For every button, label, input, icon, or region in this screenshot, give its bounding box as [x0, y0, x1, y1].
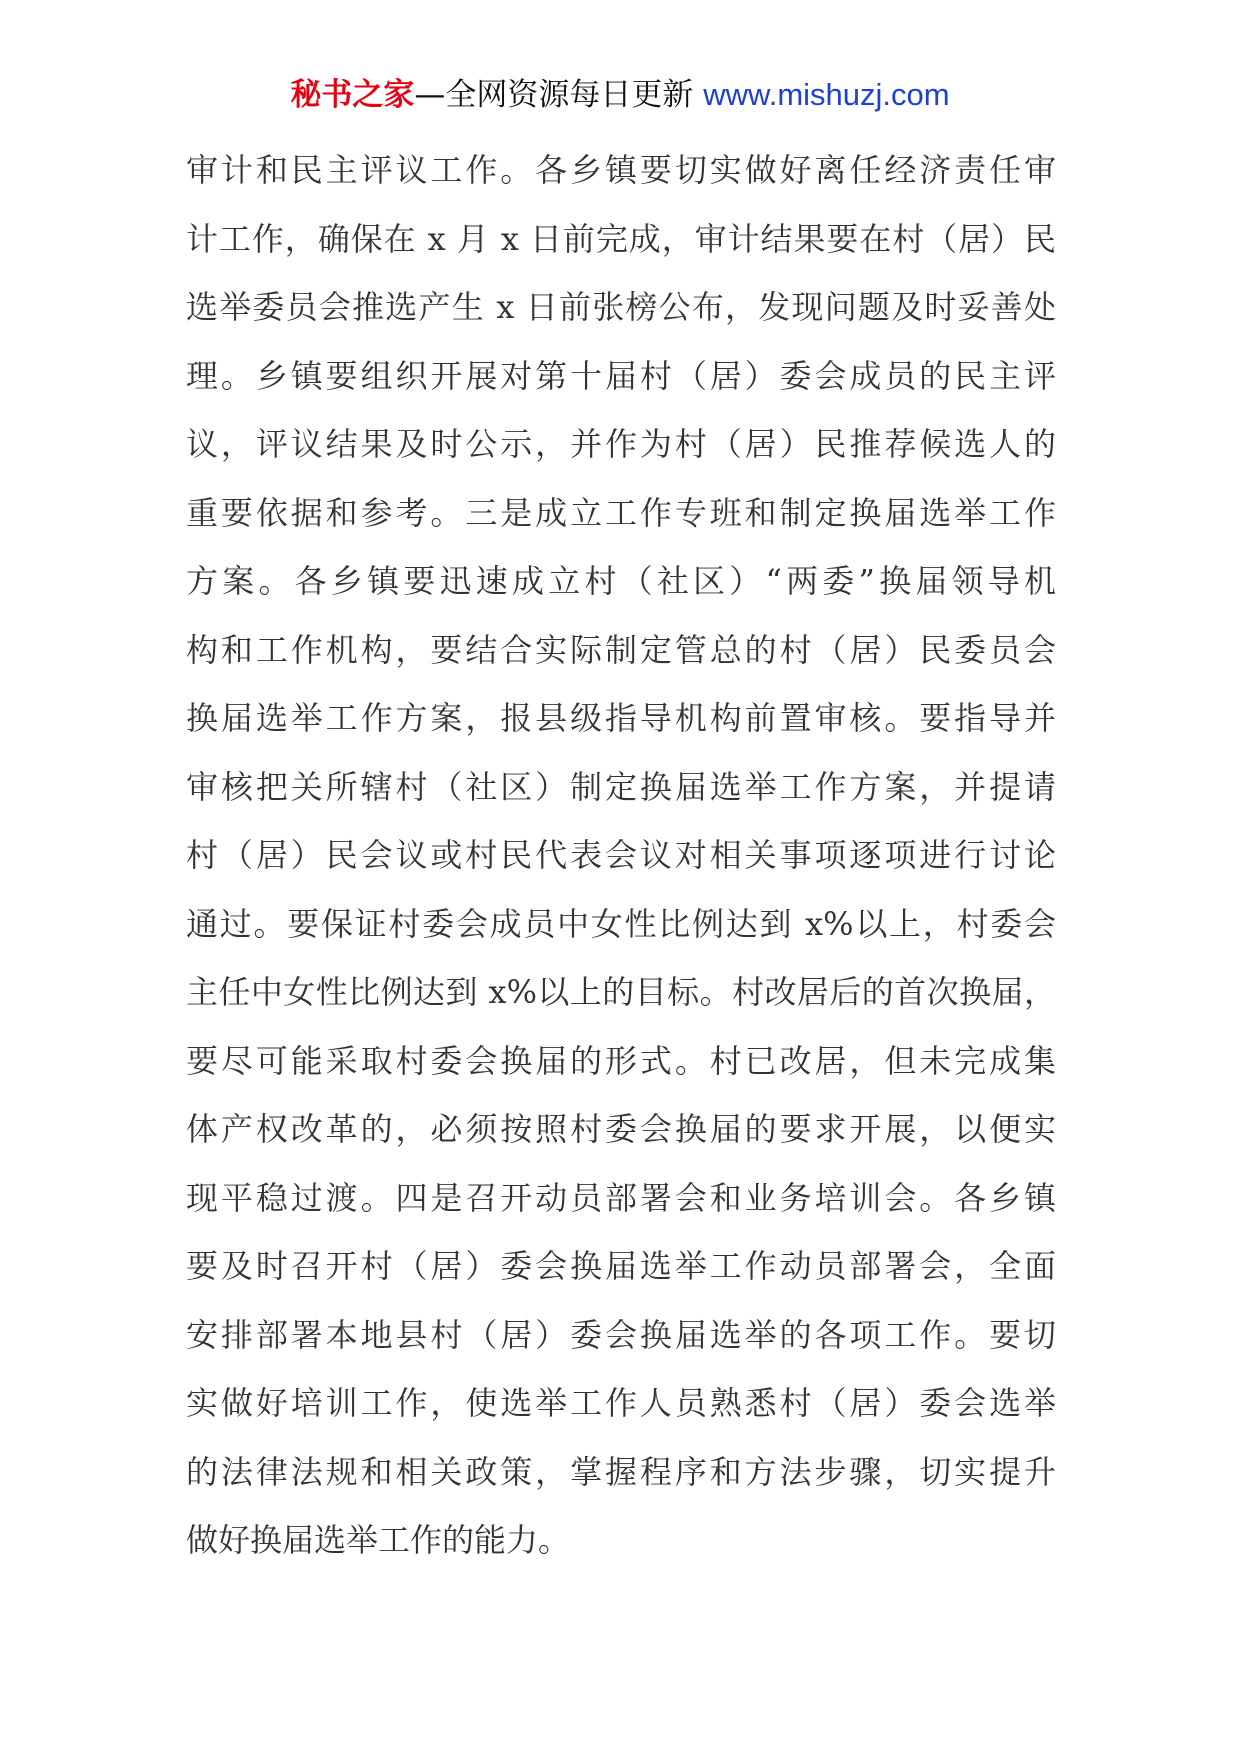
site-url-link[interactable]: www.mishuzj.com [703, 77, 950, 112]
body-line: 议，评议结果及时公示，并作为村（居）民推荐候选人的 [186, 425, 1056, 463]
body-line: 方案。各乡镇要迅速成立村（社区）“两委”换届领导机 [186, 562, 1056, 600]
body-line: 的法律法规和相关政策，掌握程序和方法步骤，切实提升 [186, 1452, 1056, 1491]
body-line: 重要依据和参考。三是成立工作专班和制定换届选举工作 [186, 493, 1056, 532]
body-line: 要尽可能采取村委会换届的形式。村已改居，但未完成集 [186, 1041, 1056, 1080]
body-line: 村（居）民会议或村民代表会议对相关事项逐项进行讨论 [186, 836, 1056, 874]
body-line: 体产权改革的，必须按照村委会换届的要求开展，以便实 [186, 1110, 1056, 1148]
body-line: 现平稳过渡。四是召开动员部署会和业务培训会。各乡镇 [186, 1178, 1056, 1217]
body-line: 换届选举工作方案，报县级指导机构前置审核。要指导并 [186, 699, 1056, 737]
body-line: 构和工作机构，要结合实际制定管总的村（居）民委员会 [186, 630, 1056, 669]
body-line: 通过。要保证村委会成员中女性比例达到 x%以上，村委会 [186, 904, 1056, 943]
header-tagline: —全网资源每日更新 [414, 77, 704, 113]
body-line: 计工作，确保在 x 月 x 日前完成，审计结果要在村（居）民 [186, 219, 1056, 258]
body-line: 实做好培训工作，使选举工作人员熟悉村（居）委会选举 [186, 1384, 1056, 1422]
document-body [186, 136, 1056, 1575]
body-line: 审计和民主评议工作。各乡镇要切实做好离任经济责任审 [186, 151, 1056, 189]
body-line: 安排部署本地县村（居）委会换届选举的各项工作。要切 [186, 1315, 1056, 1354]
body-line: 要及时召开村（居）委会换届选举工作动员部署会，全面 [186, 1247, 1056, 1285]
body-line: 审核把关所辖村（社区）制定换届选举工作方案，并提请 [186, 767, 1056, 806]
body-line: 理。乡镇要组织开展对第十届村（居）委会成员的民主评 [186, 356, 1056, 395]
page-header [0, 70, 1240, 120]
body-line: 主任中女性比例达到 x%以上的目标。村改居后的首次换届， [186, 973, 1056, 1011]
brand-name: 秘书之家 [290, 77, 415, 113]
body-line-last: 做好换届选举工作的能力。 [186, 1521, 571, 1559]
body-line: 选举委员会推选产生 x 日前张榜公布，发现问题及时妥善处 [186, 288, 1056, 326]
